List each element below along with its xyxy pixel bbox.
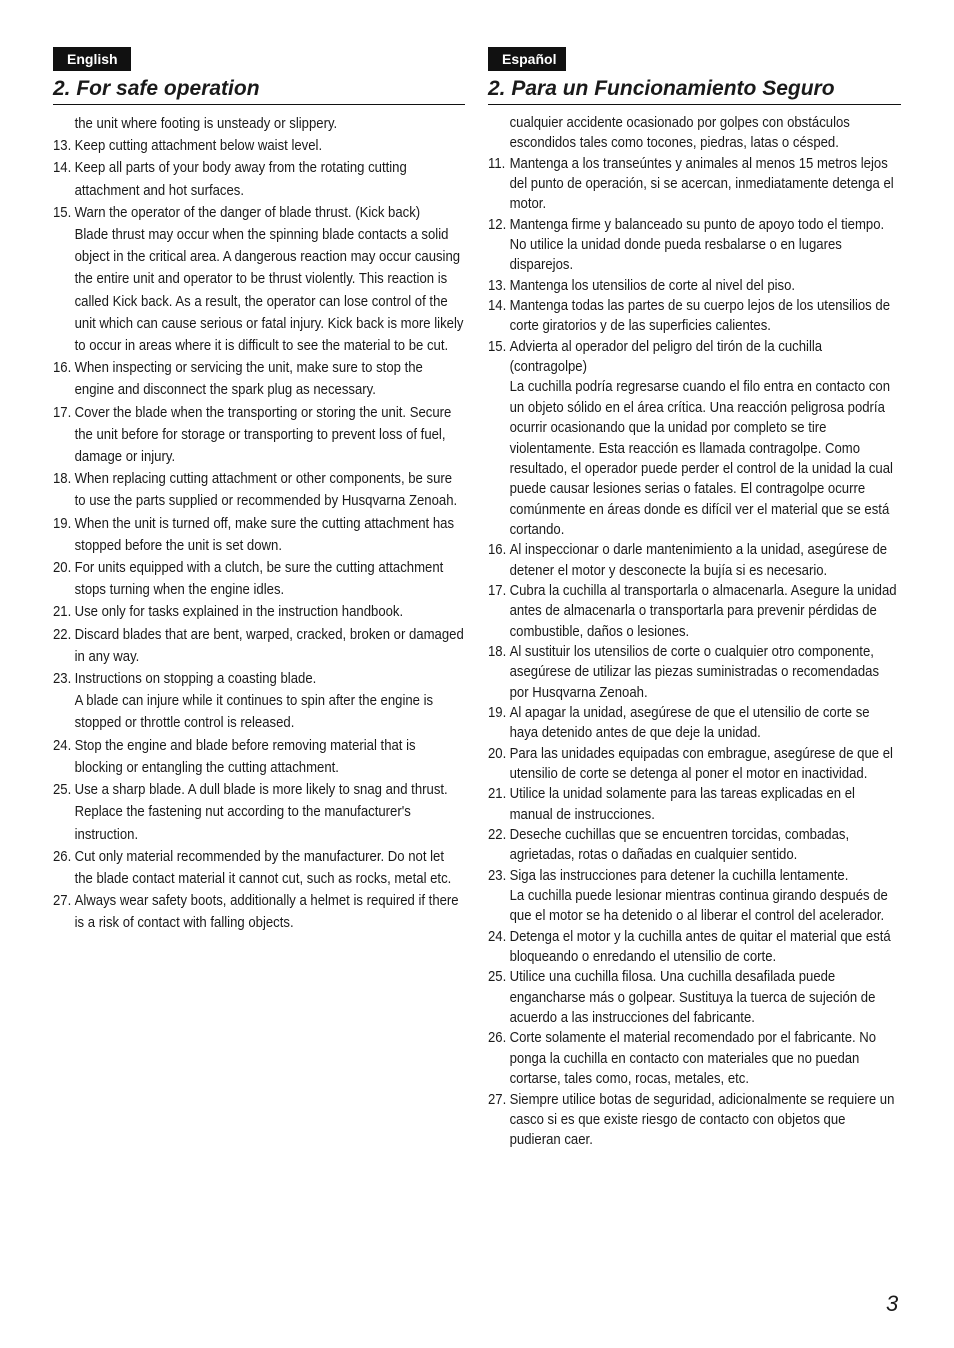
item-number: 18. bbox=[53, 471, 72, 488]
item-number: 19. bbox=[488, 704, 507, 721]
list-item bbox=[53, 157, 465, 201]
list-item bbox=[53, 890, 465, 934]
item-text: Instructions on stopping a coasting blade. bbox=[74, 671, 317, 688]
list-item bbox=[488, 866, 900, 927]
item-text: Al sustituir los utensilios de corte o cualquier otro componente, asegúrese de utilizar las piezas suministradas o recomendadas por Husqvarna Zenoah. bbox=[509, 643, 880, 701]
list-item bbox=[53, 601, 465, 623]
item-text: Al inspeccionar o darle mantenimiento a la unidad, asegúrese de detener el motor y desconecte la bujía si es necesario. bbox=[509, 542, 888, 579]
item-text: Use only for tasks explained in the instruction handbook. bbox=[74, 604, 404, 621]
item-number: 13. bbox=[53, 138, 72, 155]
language-tag-spanish: Español bbox=[488, 47, 566, 71]
english-body bbox=[53, 113, 465, 935]
spanish-body bbox=[488, 113, 900, 1151]
item-text: Use a sharp blade. A dull blade is more likely to snag and thrust. Replace the fastening nut according to the manufacturer's instruction. bbox=[74, 782, 448, 843]
list-item bbox=[488, 581, 900, 642]
item-number: 19. bbox=[53, 515, 72, 532]
item-text: For units equipped with a clutch, be sure the cutting attachment stops turning when the engine idles. bbox=[74, 560, 444, 599]
list-item bbox=[53, 735, 465, 779]
list-item bbox=[53, 779, 465, 846]
list-item bbox=[488, 276, 900, 296]
item-number: 16. bbox=[53, 360, 72, 377]
list-item bbox=[53, 135, 465, 157]
item-number: 17. bbox=[488, 582, 507, 599]
item-number: 25. bbox=[53, 782, 72, 799]
section-title-english: 2. For safe operation bbox=[53, 75, 465, 105]
item-text: Para las unidades equipadas con embrague, asegúrese de que el utensilio de corte se detenga al poner el motor en inactividad. bbox=[509, 745, 893, 782]
item-number: 25. bbox=[488, 969, 507, 986]
item-number: 23. bbox=[53, 671, 72, 688]
item-text: Advierta al operador del peligro del tirón de la cuchilla (contragolpe) bbox=[509, 338, 823, 376]
list-item bbox=[53, 468, 465, 512]
list-item bbox=[488, 927, 900, 968]
item-text: Al apagar la unidad, asegúrese de que el utensilio de corte se haya detenido antes de que deje la unidad. bbox=[509, 704, 870, 742]
list-item bbox=[53, 668, 465, 735]
item-number: 12. bbox=[488, 216, 507, 233]
item-number: 14. bbox=[488, 298, 507, 315]
item-text: Cut only material recommended by the manufacturer. Do not let the blade contact material it cannot cut, such as rocks, metal etc. bbox=[74, 848, 452, 887]
list-item bbox=[488, 296, 900, 337]
item-number: 22. bbox=[488, 827, 507, 844]
item-text: Always wear safety boots, additionally a helmet is required if there is a risk of contact with falling objects. bbox=[74, 893, 459, 932]
item-number: 13. bbox=[488, 277, 507, 294]
item-text: Deseche cuchillas que se encuentren torcidas, combadas, agrietadas, rotas o dañadas en cualquier sentido. bbox=[509, 827, 850, 864]
list-item bbox=[488, 825, 900, 866]
item-text: Mantenga los utensilios de corte al nivel del piso. bbox=[509, 277, 796, 294]
item-number: 27. bbox=[488, 1091, 507, 1108]
item-text: cualquier accidente ocasionado por golpes con obstáculos escondidos tales como tocones, piedras, latas o césped. bbox=[509, 115, 850, 152]
item-number: 16. bbox=[488, 542, 507, 559]
section-title-spanish: 2. Para un Funcionamiento Seguro bbox=[488, 75, 901, 105]
item-text: Utilice una cuchilla filosa. Una cuchilla desafilada puede engancharse más o golpear. Sustituya la tuerca de sujeción de acuerdo a las instrucciones del fabricante. bbox=[509, 969, 876, 1027]
item-number: 21. bbox=[53, 604, 72, 621]
list-item bbox=[53, 202, 465, 357]
item-text: Keep all parts of your body away from the rotating cutting attachment and hot surfaces. bbox=[74, 160, 407, 199]
item-number: 21. bbox=[488, 786, 507, 803]
list-item bbox=[488, 154, 900, 215]
item-text: Keep cutting attachment below waist level. bbox=[74, 138, 323, 155]
item-number: 18. bbox=[488, 643, 507, 660]
item-number: 24. bbox=[488, 928, 507, 945]
item-text: When the unit is turned off, make sure the cutting attachment has stopped before the unit is set down. bbox=[74, 515, 455, 554]
item-number: 17. bbox=[53, 404, 72, 421]
item-paragraph: A blade can injure while it continues to spin after the engine is stopped or throttle control is released. bbox=[74, 693, 434, 732]
item-text: the unit where footing is unsteady or slippery. bbox=[74, 116, 338, 132]
list-item bbox=[488, 784, 900, 825]
item-text: Corte solamente el material recomendado por el fabricante. No ponga la cuchilla en contacto con materiales que no puedan cortarse, tales como, rocas, metales, etc. bbox=[509, 1030, 877, 1088]
item-number: 26. bbox=[488, 1030, 507, 1047]
item-number: 15. bbox=[53, 204, 72, 221]
item-paragraph: La cuchilla podría regresarse cuando el filo entra en contacto con un objeto sólido en el área crítica. Una reacción peligrosa podría ocurrir ocasionando que la unidad por completo se tire violentamente. Esta reacción es llamada contragolpe. Como resultado, el operador puede perder el control de la unidad la cual puede causar lesiones serias o fatales. El contragolpe ocurre comúnmente en áreas donde es difícil ver el material que se está cortando. bbox=[509, 379, 893, 538]
item-text: When inspecting or servicing the unit, make sure to stop the engine and disconnect the spark plug as necessary. bbox=[74, 360, 423, 399]
item-number: 27. bbox=[53, 893, 72, 910]
item-number: 11. bbox=[488, 155, 506, 172]
list-item bbox=[53, 402, 465, 469]
list-item bbox=[488, 642, 900, 703]
item-number: 23. bbox=[488, 867, 507, 884]
list-item bbox=[53, 624, 465, 668]
list-item bbox=[488, 744, 900, 785]
item-paragraph: Blade thrust may occur when the spinning blade contacts a solid object in the critical area. A dangerous reaction may occur causing the entire unit and operator to be thrust violently. This reaction is called Kick back. As a result, the operator can lose control of the unit which can cause serious or fatal injury. Kick back is more likely to occur in areas where it is difficult to see the material to be cut. bbox=[74, 227, 464, 355]
item-number: 22. bbox=[53, 626, 72, 643]
item-text: Discard blades that are bent, warped, cracked, broken or damaged in any way. bbox=[74, 626, 464, 665]
item-number: 20. bbox=[488, 745, 507, 762]
item-text: Detenga el motor y la cuchilla antes de quitar el material que está bloqueando o enredando el utensilio de corte. bbox=[509, 928, 891, 966]
item-text: Warn the operator of the danger of blade thrust. (Kick back) bbox=[74, 204, 421, 221]
item-number: 24. bbox=[53, 737, 72, 754]
item-text: When replacing cutting attachment or other components, be sure to use the parts supplied or recommended by Husqvarna Zenoah. bbox=[74, 471, 458, 510]
item-text: Cover the blade when the transporting or storing the unit. Secure the unit before for storage or transporting to prevent loss of fuel, damage or injury. bbox=[74, 404, 452, 466]
item-text: Siga las instrucciones para detener la cuchilla lentamente. bbox=[509, 867, 849, 884]
item-text: Cubra la cuchilla al transportarla o almacenarla. Asegure la unidad antes de almacenarla o transportarla para prevenir pérdidas de combustible, daños o lesiones. bbox=[509, 582, 897, 640]
list-item bbox=[488, 337, 900, 540]
list-item bbox=[53, 557, 465, 601]
list-item bbox=[488, 1028, 900, 1089]
list-item bbox=[53, 846, 465, 890]
list-item bbox=[53, 113, 465, 135]
list-item bbox=[488, 215, 900, 276]
list-item bbox=[488, 1090, 900, 1151]
list-item bbox=[488, 967, 900, 1028]
list-item bbox=[488, 113, 900, 154]
item-text: Siempre utilice botas de seguridad, adicionalmente se requiere un casco si es que existe riesgo de contacto con objetos que pudieran caer. bbox=[509, 1091, 895, 1149]
list-item bbox=[488, 703, 900, 744]
item-text: Mantenga a los transeúntes y animales al menos 15 metros lejos del punto de operación, si se acercan, inmediatamente detenga el motor. bbox=[509, 155, 894, 213]
item-text: Mantenga todas las partes de su cuerpo lejos de los utensilios de corte giratorios y de las superficies calientes. bbox=[509, 298, 891, 335]
item-number: 14. bbox=[53, 160, 72, 177]
language-tag-english: English bbox=[53, 47, 131, 71]
list-item bbox=[53, 513, 465, 557]
item-number: 15. bbox=[488, 338, 507, 355]
item-paragraph: La cuchilla puede lesionar mientras continua girando después de que el motor se ha detenido o al liberar el control del acelerador. bbox=[509, 888, 888, 925]
item-number: 26. bbox=[53, 848, 72, 865]
page-number: 3 bbox=[886, 1291, 899, 1316]
item-text: Utilice la unidad solamente para las tareas explicadas en el manual de instrucciones. bbox=[509, 786, 855, 823]
item-text: Stop the engine and blade before removing material that is blocking or entangling the cutting attachment. bbox=[74, 737, 416, 776]
list-item bbox=[488, 540, 900, 581]
item-number: 20. bbox=[53, 560, 72, 577]
list-item bbox=[53, 357, 465, 401]
item-text: Mantenga firme y balanceado su punto de apoyo todo el tiempo. No utilice la unidad donde pueda resbalarse o en lugares disparejos. bbox=[509, 216, 885, 274]
